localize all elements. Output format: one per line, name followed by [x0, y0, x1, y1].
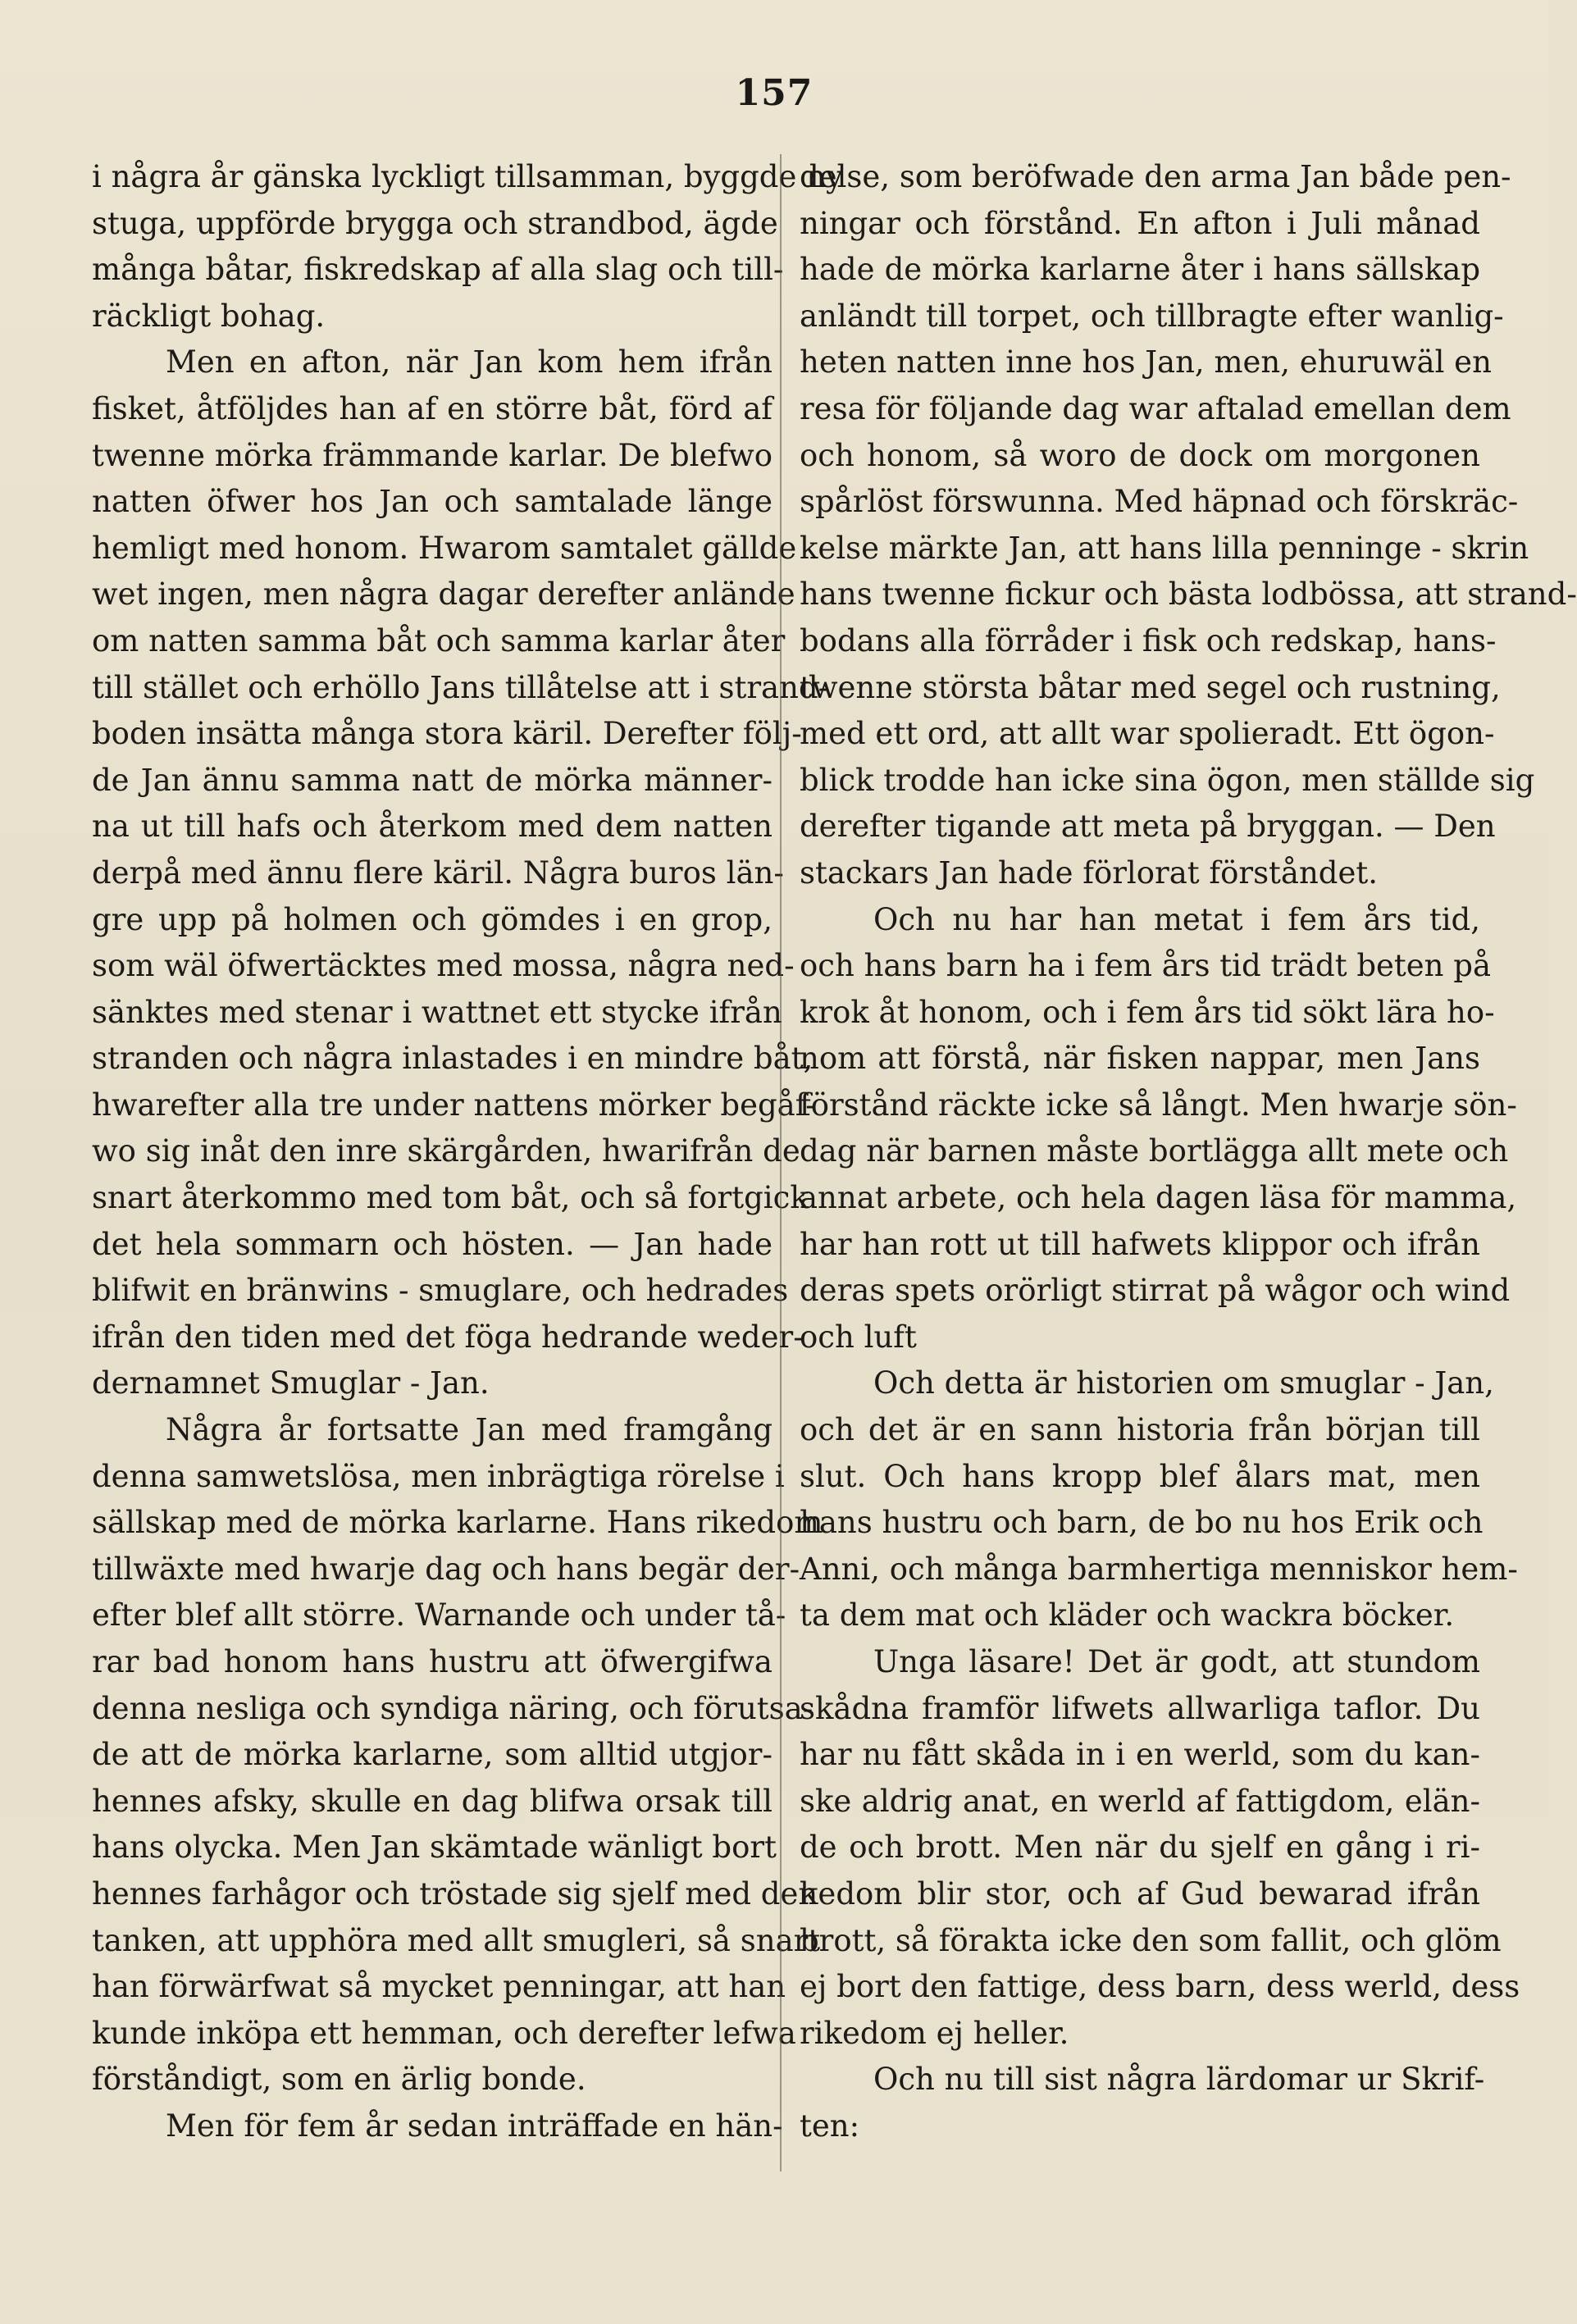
text-line: Unga läsare! Det är godt, att stundom — [873, 1644, 1480, 1679]
text-line: deras spets orörligt stirrat på wågor och wind — [800, 1273, 1511, 1309]
text-line: har nu fått skåda in i en werld, som du kan- — [800, 1737, 1480, 1773]
text-line: rar bad honom hans hustru att öfwergifwa — [92, 1644, 773, 1679]
text-line: Men för fem år sedan inträffade en hän- — [166, 2108, 783, 2144]
text-line: hade de mörka karlarne åter i hans sällskap — [800, 252, 1480, 288]
text-line: kelse märkte Jan, att hans lilla penninge - skrin — [800, 530, 1529, 566]
text-line: räckligt bohag. — [92, 298, 326, 334]
text-line: många båtar, fiskredskap af alla slag och till- — [92, 252, 784, 288]
text-line: nom att förstå, när fisken nappar, men Jans — [800, 1041, 1480, 1077]
text-line: skådna framför lifwets allwarliga taflor. Du — [800, 1690, 1480, 1726]
text-line: derefter tigande att meta på bryggan. — Den — [800, 809, 1496, 845]
text-line: resa för följande dag war aftalad emellan dem — [800, 390, 1511, 426]
text-line: na ut till hafs och återkom med dem natten — [92, 809, 773, 845]
text-line: han förwärfwat så mycket penningar, att han — [92, 1969, 786, 2005]
text-line: heten natten inne hos Jan, men, ehuruwäl en — [800, 344, 1492, 380]
text-line: ifrån den tiden med det föga hedrande weder- — [92, 1319, 804, 1355]
text-line: de och brott. Men när du sjelf en gång i ri- — [800, 1830, 1480, 1866]
text-line: ta dem mat och kläder och wackra böcker. — [800, 1597, 1455, 1634]
right-text-column — [800, 154, 1577, 2150]
left-text-column — [92, 154, 843, 2150]
text-line: Och detta är historien om smuglar - Jan, — [873, 1365, 1494, 1401]
text-line: dernamnet Smuglar - Jan. — [92, 1365, 490, 1401]
text-line: natten öfwer hos Jan och samtalade länge — [92, 484, 773, 520]
text-line: hans twenne fickur och bästa lodbössa, att strand- — [800, 576, 1577, 613]
text-line: Och nu till sist några lärdomar ur Skrif- — [873, 2062, 1485, 2098]
text-line: hans hustru och barn, de bo nu hos Erik och — [800, 1505, 1484, 1541]
text-line: snart återkommo med tom båt, och så fortgick — [92, 1180, 809, 1216]
text-line: anländt till torpet, och tillbragte efter wanlig- — [800, 298, 1504, 334]
text-line: stranden och några inlastades i en mindre båt, — [92, 1041, 814, 1077]
text-line: denna nesliga och syndiga näring, och förutsa- — [92, 1690, 814, 1726]
text-line: Men en afton, när Jan kom hem ifrån — [166, 344, 773, 380]
text-line: blifwit en bränwins - smuglare, och hedrades — [92, 1273, 789, 1309]
text-line: och luft — [800, 1319, 917, 1355]
text-line: de att de mörka karlarne, som alltid utgjor- — [92, 1737, 773, 1773]
text-line: denna samwetslösa, men inbrägtiga rörelse i — [92, 1458, 785, 1494]
text-line: och hans barn ha i fem års tid trädt beten på — [800, 948, 1492, 984]
text-line: fisket, åtföljdes han af en större båt, förd af — [92, 390, 773, 426]
text-line: wet ingen, men några dagar derefter anlände — [92, 576, 795, 613]
text-line: delse, som beröfwade den arma Jan både pen- — [800, 159, 1511, 194]
text-line: twenne mörka främmande karlar. De blefwo — [92, 437, 773, 473]
text-line: Och nu har han metat i fem års tid, — [873, 901, 1480, 937]
text-line: Några år fortsatte Jan med framgång — [166, 1412, 773, 1448]
text-line: till stället och erhöllo Jans tillåtelse att i strand- — [92, 669, 829, 705]
text-line: och det är en sann historia från början till — [800, 1412, 1480, 1448]
text-line: med ett ord, att allt war spolieradt. Ett ögon- — [800, 716, 1495, 752]
column-divider — [780, 154, 782, 2171]
text-line: ej bort den fattige, dess barn, dess werld, dess — [800, 1969, 1520, 2005]
text-line: spårlöst förswunna. Med häpnad och förskräc- — [800, 484, 1519, 520]
text-line: tillwäxte med hwarje dag och hans begär der- — [92, 1551, 800, 1587]
text-line: derpå med ännu flere käril. Några buros län- — [92, 854, 784, 891]
text-line: gre upp på holmen och gömdes i en grop, — [92, 901, 773, 937]
text-line: förstånd räckte icke så långt. Men hwarje sön- — [800, 1087, 1517, 1123]
text-line: sällskap med de mörka karlarne. Hans rikedom — [92, 1505, 823, 1541]
text-line: blick trodde han icke sina ögon, men ställde sig — [800, 762, 1535, 798]
page-number: 157 — [735, 72, 814, 114]
text-line: stackars Jan hade förlorat förståndet. — [800, 854, 1379, 891]
text-line: ningar och förstånd. En afton i Juli månad — [800, 205, 1480, 241]
text-line: sänktes med stenar i wattnet ett stycke ifrån — [92, 994, 782, 1030]
text-line: de Jan ännu samma natt de mörka männer- — [92, 762, 773, 798]
text-line: annat arbete, och hela dagen läsa för mamma, — [800, 1180, 1517, 1216]
text-line: och honom, så woro de dock om morgonen — [800, 437, 1480, 473]
text-line: det hela sommarn och hösten. — Jan hade — [92, 1226, 773, 1262]
text-line: wo sig inåt den inre skärgården, hwarifrån de — [92, 1133, 800, 1169]
text-line: hemligt med honom. Hwarom samtalet gällde — [92, 530, 797, 566]
text-line: ske aldrig anat, en werld af fattigdom, elän- — [800, 1783, 1480, 1819]
text-line: bodans alla förråder i fisk och redskap, hans- — [800, 622, 1497, 658]
text-line: dag när barnen måste bortlägga allt mete och — [800, 1133, 1509, 1169]
text-line: Anni, och många barmhertiga menniskor hem- — [800, 1551, 1518, 1587]
text-line: har han rott ut till hafwets klippor och ifrån — [800, 1226, 1480, 1262]
text-line: hans olycka. Men Jan skämtade wänligt bort — [92, 1830, 777, 1866]
text-line: i några år gänska lyckligt tillsamman, byggde ny — [92, 159, 843, 194]
text-line: kedom blir stor, och af Gud bewarad ifrån — [800, 1875, 1480, 1912]
text-line: hennes afsky, skulle en dag blifwa orsak till — [92, 1783, 773, 1819]
text-line: om natten samma båt och samma karlar åter — [92, 622, 786, 658]
text-line: brott, så förakta icke den som fallit, och glöm — [800, 1922, 1502, 1958]
text-line: kunde inköpa ett hemman, och derefter lefwa — [92, 2015, 796, 2051]
text-line: ten: — [800, 2108, 860, 2144]
text-line: rikedom ej heller. — [800, 2015, 1069, 2051]
text-line: efter blef allt större. Warnande och under tå- — [92, 1597, 786, 1634]
text-line: krok åt honom, och i fem års tid sökt lära ho- — [800, 994, 1495, 1030]
text-line: tanken, att upphöra med allt smugleri, så snart — [92, 1922, 821, 1958]
text-line: stuga, uppförde brygga och strandbod, ägde — [92, 205, 778, 241]
text-line: twenne största båtar med segel och rustning, — [800, 669, 1501, 705]
text-line: som wäl öfwertäcktes med mossa, några ned- — [92, 948, 795, 984]
text-line: slut. Och hans kropp blef ålars mat, men — [800, 1458, 1480, 1494]
text-line: förståndigt, som en ärlig bonde. — [92, 2062, 586, 2098]
text-line: hwarefter alla tre under nattens mörker begåf- — [92, 1087, 816, 1123]
text-line: boden insätta många stora käril. Derefter följ- — [92, 716, 802, 752]
text-line: hennes farhågor och tröstade sig sjelf med den — [92, 1875, 818, 1912]
